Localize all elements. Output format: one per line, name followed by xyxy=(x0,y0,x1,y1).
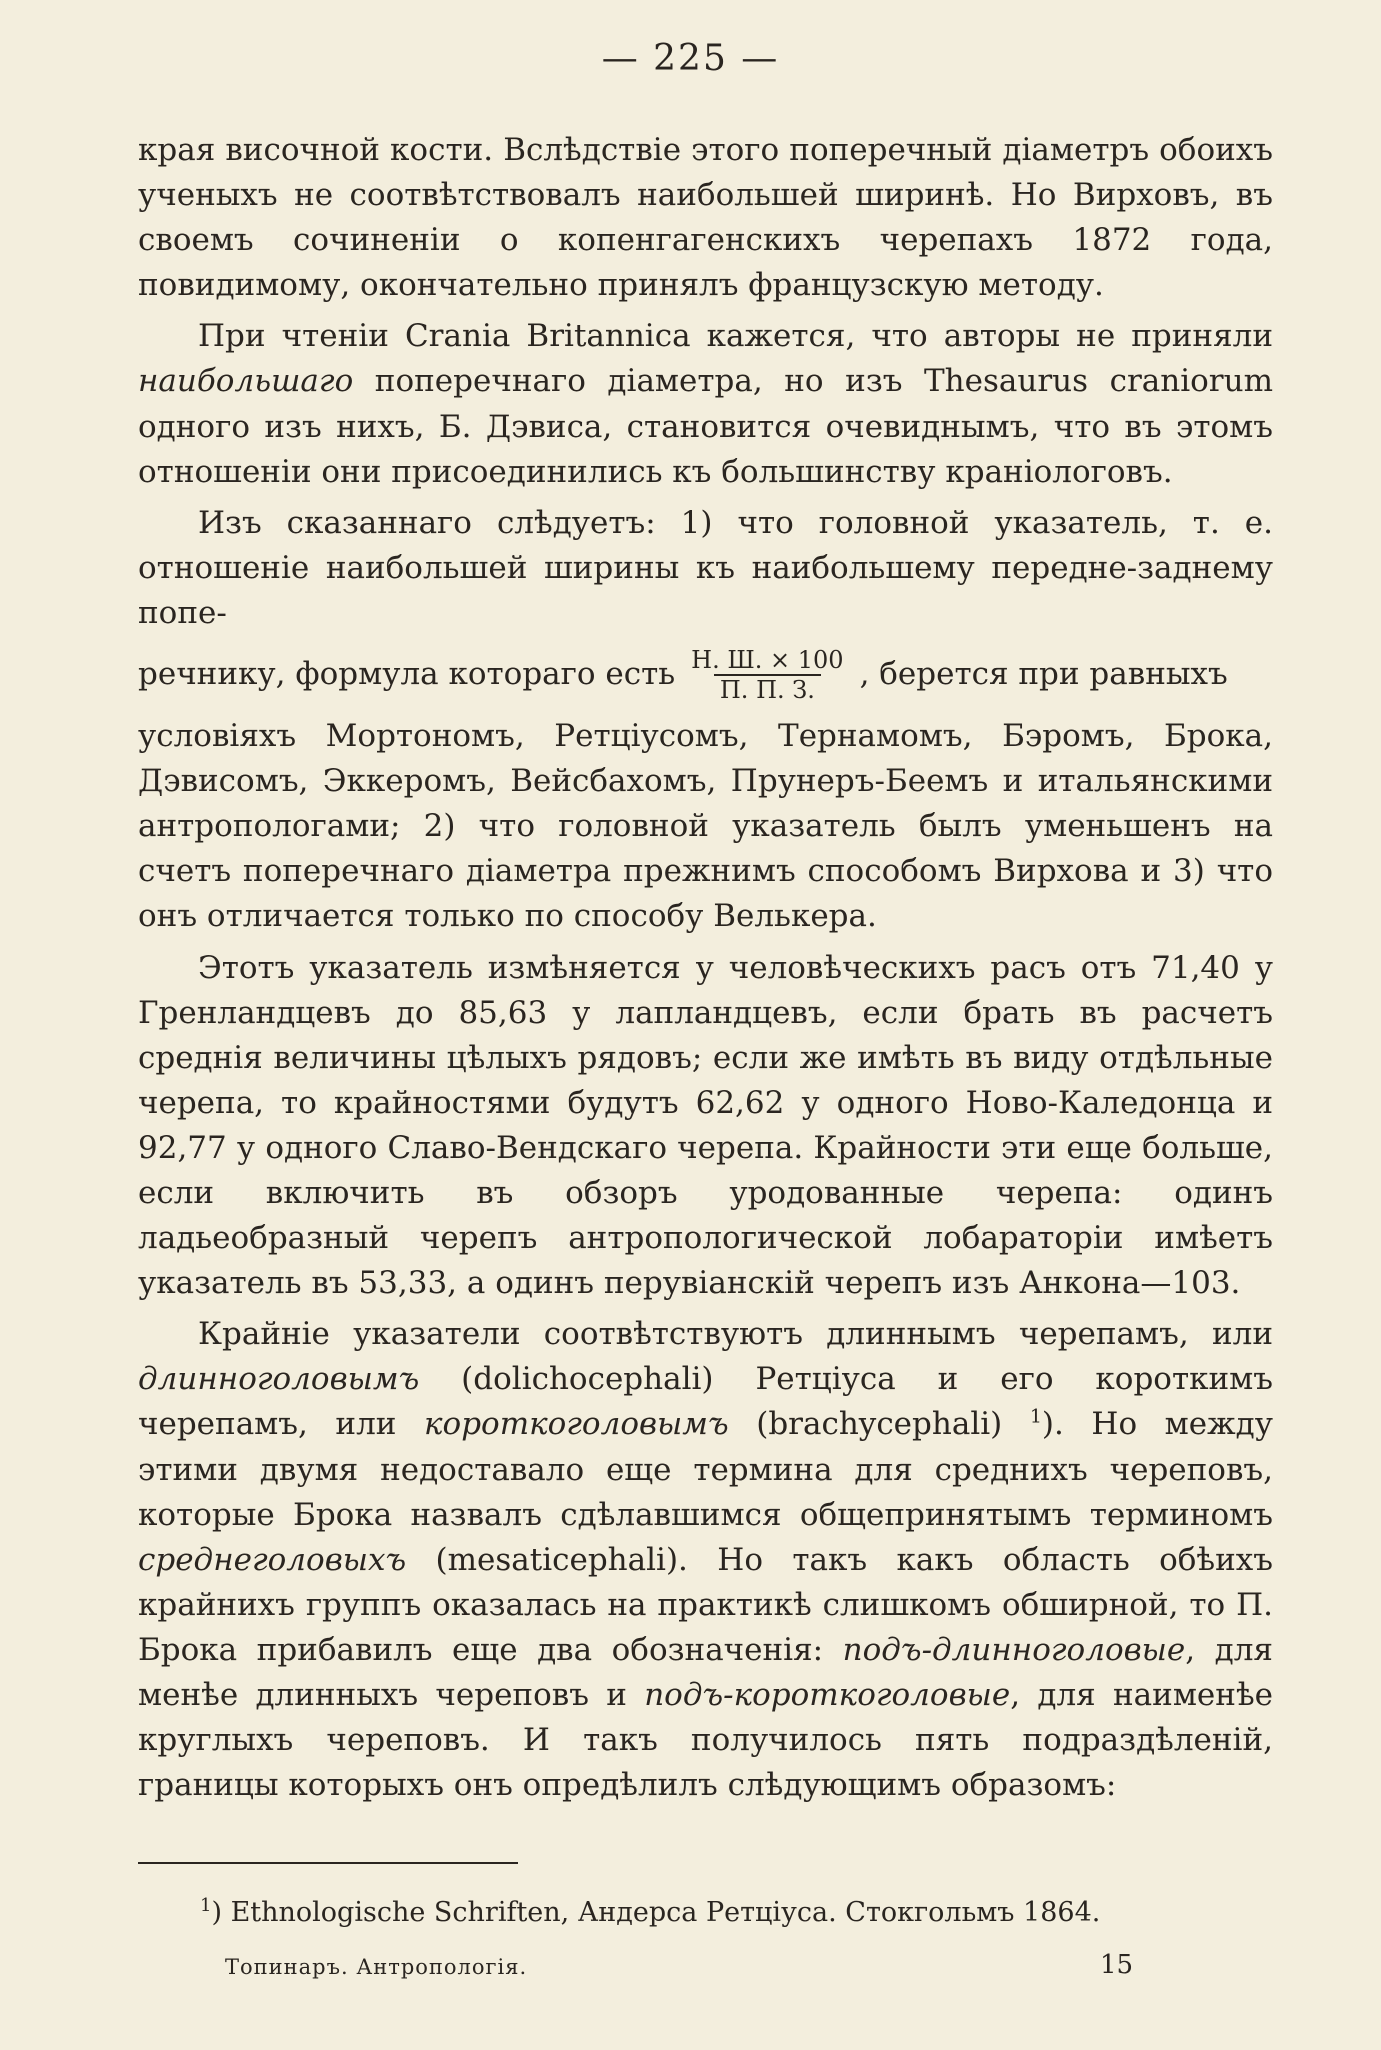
paragraph-5-text-2: (dolichocephali) Ретціуса и его короткимъ черепамъ, или xyxy=(138,1361,1273,1443)
paragraph-5 xyxy=(138,1312,1273,1808)
footnote-reference[interactable]: 1 xyxy=(1029,1406,1042,1429)
paragraph-5-text-6: , для менѣе длинныхъ череповъ и xyxy=(138,1631,1273,1713)
paragraph-5-text-5: (mesaticephali). Но такъ какъ область обѣихъ крайнихъ группъ оказалась на практикѣ слишкомъ обширной, то П. Брока прибавилъ еще два обозначенія: xyxy=(138,1541,1273,1668)
paragraph-1: края височной кости. Вслѣдствіе этого поперечный діаметръ обоихъ ученыхъ не соотвѣтствовалъ наибольшей ширинѣ. Но Вирховъ, въ своемъ сочиненіи о копенгагенскихъ черепахъ 1872 года, повидимому, окончательно принялъ французскую методу. xyxy=(138,132,1273,304)
term-sub-brachycephali: подъ-короткоголовые xyxy=(644,1677,1011,1713)
footnote xyxy=(200,1895,1200,1931)
formula-line xyxy=(138,636,1273,714)
formula-numerator: Н. Ш. × 100 xyxy=(691,646,844,675)
term-sub-dolichocephali: подъ-длинноголовые xyxy=(842,1631,1186,1668)
term-brachycephali: короткоголовымъ xyxy=(424,1406,729,1443)
paragraph-2-text-a: При чтеніи Crania Britannica кажется, что авторы не приняли xyxy=(198,318,1273,355)
footnote-divider xyxy=(138,1862,518,1864)
paragraph-4: Этотъ указатель измѣняется у человѣческихъ расъ отъ 71,40 у Гренландцевъ до 85,63 у лапландцевъ, если брать въ расчетъ среднія величины цѣлыхъ рядовъ; если же имѣть въ виду отдѣльные черепа, то крайностями будутъ 62,62 у одного Ново-Каледонца и 92,77 у одного Славо-Вендскаго черепа. Крайности эти еще больше, если включить въ обзоръ уродованные черепа: одинъ ладьеобразный черепъ антропологической лобараторіи имѣетъ указатель въ 53,33, а одинъ перувіанскій черепъ изъ Анкона—103. xyxy=(138,949,1273,1302)
formula-suffix-text: , берется при равныхъ xyxy=(859,656,1228,693)
footnote-text: ) Ethnologische Schriften, Андерса Ретціуса. Стокгольмъ 1864. xyxy=(211,1897,1101,1928)
paragraph-5-text-7: , для наименѣе круглыхъ череповъ. И такъ получилось пять подраздѣленій, границы которыхъ онъ опредѣлилъ слѣдующимъ образомъ: xyxy=(138,1677,1273,1804)
paragraph-2-text-b: поперечнаго діаметра, но изъ Thesaurus craniorum одного изъ нихъ, Б. Дэвиса, становится очевиднымъ, что въ этомъ отношеніи они присоединились къ большинству краніологовъ. xyxy=(138,363,1273,490)
paragraph-2 xyxy=(138,314,1273,494)
body-text xyxy=(138,128,1273,1814)
term-mesaticephali: среднеголовыхъ xyxy=(138,1541,407,1578)
paragraph-3-rest: условіяхъ Мортономъ, Ретціусомъ, Тернамомъ, Бэромъ, Брока, Дэвисомъ, Эккеромъ, Вейсбахомъ, Прунеръ-Беемъ и итальянскими антропологами; 2) что головной указатель былъ уменьшенъ на счетъ поперечнаго діаметра прежнимъ способомъ Вирхова и 3) что онъ отличается только по способу Велькера. xyxy=(138,718,1273,935)
footnote-mark: 1 xyxy=(200,1895,212,1916)
signature-number: 15 xyxy=(1100,1950,1134,1980)
signature-line: Топинаръ. Антропологія. xyxy=(225,1955,528,1979)
formula-denominator: П. П. З. xyxy=(714,674,821,704)
term-dolichocephali: длинноголовымъ xyxy=(138,1361,420,1398)
paragraph-5-text-3: (brachycephali) xyxy=(728,1406,1030,1443)
paragraph-5-text-1: Крайніе указатели соотвѣтствуютъ длиннымъ черепамъ, или xyxy=(198,1316,1273,1353)
cephalic-index-formula xyxy=(685,646,849,704)
page-number: — 225 — xyxy=(601,38,780,79)
formula-prefix-text: речнику, формула котораго есть xyxy=(138,656,676,693)
paragraph-2-italic-term: наибольшаго xyxy=(138,363,354,400)
paragraph-5-text-4: ). Но между этими двумя недоставало еще термина для среднихъ череповъ, которые Брока назвалъ сдѣлавшимся общепринятымъ терминомъ xyxy=(138,1406,1273,1533)
paragraph-3-lead: Изъ сказаннаго слѣдуетъ: 1) что головной указатель, т. е. отношеніе наибольшей ширины къ наибольшему передне-заднему попе- xyxy=(138,504,1273,631)
